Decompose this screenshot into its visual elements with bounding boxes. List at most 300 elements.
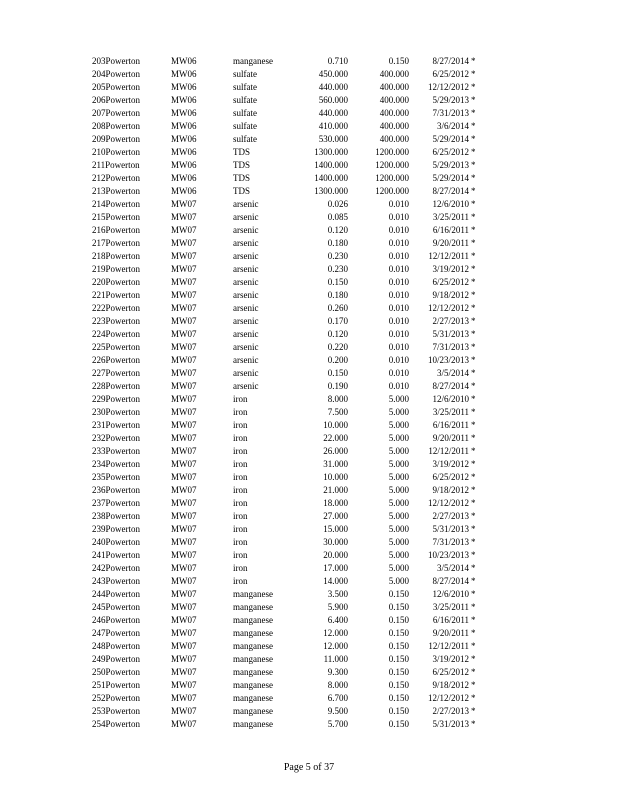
sample-date: 12/12/2012 bbox=[427, 81, 469, 92]
well-id: MW07 bbox=[171, 250, 197, 261]
exceedance-flag: * bbox=[471, 445, 476, 456]
parameter: iron bbox=[233, 393, 248, 404]
standard-value: 0.150 bbox=[388, 718, 409, 729]
sample-date: 2/27/2013 bbox=[432, 705, 469, 716]
table-row bbox=[0, 445, 618, 458]
well-id: MW07 bbox=[171, 653, 197, 664]
table-row bbox=[0, 510, 618, 523]
exceedance-flag: * bbox=[471, 367, 476, 378]
standard-value: 400.000 bbox=[379, 68, 409, 79]
exceedance-flag: * bbox=[471, 94, 476, 105]
sample-date: 7/31/2013 bbox=[432, 536, 469, 547]
parameter: iron bbox=[233, 484, 248, 495]
result-value: 26.000 bbox=[323, 445, 348, 456]
result-value: 0.120 bbox=[327, 224, 348, 235]
parameter: sulfate bbox=[233, 133, 257, 144]
result-value: 0.710 bbox=[327, 55, 348, 66]
result-value: 0.170 bbox=[327, 315, 348, 326]
table-row bbox=[0, 81, 618, 94]
result-value: 560.000 bbox=[318, 94, 348, 105]
row-id: 219Powerton bbox=[92, 263, 140, 274]
standard-value: 400.000 bbox=[379, 120, 409, 131]
sample-date: 9/18/2012 bbox=[432, 484, 469, 495]
table-row bbox=[0, 146, 618, 159]
row-id: 216Powerton bbox=[92, 224, 140, 235]
result-value: 21.000 bbox=[323, 484, 348, 495]
row-id: 249Powerton bbox=[92, 653, 140, 664]
sample-date: 9/20/2011 bbox=[432, 627, 469, 638]
result-value: 440.000 bbox=[318, 81, 348, 92]
standard-value: 0.010 bbox=[388, 198, 409, 209]
standard-value: 0.010 bbox=[388, 237, 409, 248]
table-row bbox=[0, 120, 618, 133]
result-value: 0.200 bbox=[327, 354, 348, 365]
parameter: arsenic bbox=[233, 237, 259, 248]
parameter: manganese bbox=[233, 640, 273, 651]
result-value: 6.400 bbox=[327, 614, 348, 625]
parameter: iron bbox=[233, 406, 248, 417]
sample-date: 5/29/2013 bbox=[432, 159, 469, 170]
standard-value: 400.000 bbox=[379, 133, 409, 144]
result-value: 0.150 bbox=[327, 367, 348, 378]
parameter: arsenic bbox=[233, 380, 259, 391]
sample-date: 8/27/2014 bbox=[432, 185, 469, 196]
parameter: arsenic bbox=[233, 354, 259, 365]
exceedance-flag: * bbox=[471, 471, 476, 482]
exceedance-flag: * bbox=[471, 562, 476, 573]
row-id: 253Powerton bbox=[92, 705, 140, 716]
sample-date: 3/19/2012 bbox=[432, 653, 469, 664]
row-id: 215Powerton bbox=[92, 211, 140, 222]
result-value: 530.000 bbox=[318, 133, 348, 144]
standard-value: 1200.000 bbox=[375, 146, 409, 157]
standard-value: 0.150 bbox=[388, 692, 409, 703]
row-id: 245Powerton bbox=[92, 601, 140, 612]
exceedance-flag: * bbox=[471, 575, 476, 586]
result-value: 5.900 bbox=[327, 601, 348, 612]
table-row bbox=[0, 55, 618, 68]
sample-date: 5/31/2013 bbox=[432, 328, 469, 339]
parameter: iron bbox=[233, 549, 248, 560]
result-value: 8.000 bbox=[327, 679, 348, 690]
parameter: sulfate bbox=[233, 94, 257, 105]
standard-value: 1200.000 bbox=[375, 185, 409, 196]
exceedance-flag: * bbox=[471, 406, 476, 417]
parameter: manganese bbox=[233, 679, 273, 690]
row-id: 206Powerton bbox=[92, 94, 140, 105]
well-id: MW07 bbox=[171, 302, 197, 313]
exceedance-flag: * bbox=[471, 549, 476, 560]
table-row bbox=[0, 432, 618, 445]
standard-value: 5.000 bbox=[388, 549, 409, 560]
well-id: MW07 bbox=[171, 237, 197, 248]
well-id: MW07 bbox=[171, 432, 197, 443]
exceedance-flag: * bbox=[471, 432, 476, 443]
result-value: 20.000 bbox=[323, 549, 348, 560]
row-id: 208Powerton bbox=[92, 120, 140, 131]
exceedance-flag: * bbox=[471, 237, 476, 248]
data-table bbox=[0, 55, 618, 731]
parameter: arsenic bbox=[233, 289, 259, 300]
parameter: arsenic bbox=[233, 315, 259, 326]
exceedance-flag: * bbox=[471, 276, 476, 287]
result-value: 10.000 bbox=[323, 419, 348, 430]
exceedance-flag: * bbox=[471, 159, 476, 170]
table-row bbox=[0, 263, 618, 276]
row-id: 240Powerton bbox=[92, 536, 140, 547]
standard-value: 5.000 bbox=[388, 497, 409, 508]
standard-value: 5.000 bbox=[388, 471, 409, 482]
standard-value: 0.010 bbox=[388, 354, 409, 365]
row-id: 235Powerton bbox=[92, 471, 140, 482]
result-value: 1300.000 bbox=[314, 146, 348, 157]
row-id: 233Powerton bbox=[92, 445, 140, 456]
result-value: 27.000 bbox=[323, 510, 348, 521]
sample-date: 7/31/2013 bbox=[432, 107, 469, 118]
sample-date: 3/25/2011 bbox=[432, 406, 469, 417]
sample-date: 12/12/2011 bbox=[428, 445, 469, 456]
standard-value: 0.150 bbox=[388, 640, 409, 651]
well-id: MW07 bbox=[171, 562, 197, 573]
standard-value: 0.150 bbox=[388, 705, 409, 716]
standard-value: 5.000 bbox=[388, 562, 409, 573]
exceedance-flag: * bbox=[471, 250, 476, 261]
result-value: 0.180 bbox=[327, 289, 348, 300]
parameter: manganese bbox=[233, 705, 273, 716]
standard-value: 5.000 bbox=[388, 523, 409, 534]
row-id: 232Powerton bbox=[92, 432, 140, 443]
row-id: 251Powerton bbox=[92, 679, 140, 690]
standard-value: 5.000 bbox=[388, 445, 409, 456]
standard-value: 0.150 bbox=[388, 627, 409, 638]
result-value: 6.700 bbox=[327, 692, 348, 703]
well-id: MW07 bbox=[171, 601, 197, 612]
sample-date: 5/31/2013 bbox=[432, 523, 469, 534]
result-value: 11.000 bbox=[323, 653, 348, 664]
result-value: 1400.000 bbox=[314, 172, 348, 183]
well-id: MW07 bbox=[171, 692, 197, 703]
exceedance-flag: * bbox=[471, 679, 476, 690]
well-id: MW06 bbox=[171, 133, 197, 144]
table-row bbox=[0, 94, 618, 107]
well-id: MW07 bbox=[171, 640, 197, 651]
sample-date: 6/16/2011 bbox=[432, 224, 469, 235]
table-row bbox=[0, 133, 618, 146]
table-row bbox=[0, 497, 618, 510]
parameter: arsenic bbox=[233, 224, 259, 235]
sample-date: 3/19/2012 bbox=[432, 263, 469, 274]
well-id: MW07 bbox=[171, 588, 197, 599]
table-row bbox=[0, 224, 618, 237]
parameter: iron bbox=[233, 510, 248, 521]
row-id: 230Powerton bbox=[92, 406, 140, 417]
row-id: 252Powerton bbox=[92, 692, 140, 703]
sample-date: 9/20/2011 bbox=[432, 432, 469, 443]
table-row bbox=[0, 523, 618, 536]
well-id: MW07 bbox=[171, 523, 197, 534]
parameter: TDS bbox=[233, 185, 251, 196]
standard-value: 5.000 bbox=[388, 393, 409, 404]
result-value: 17.000 bbox=[323, 562, 348, 573]
row-id: 205Powerton bbox=[92, 81, 140, 92]
well-id: MW07 bbox=[171, 289, 197, 300]
sample-date: 6/16/2011 bbox=[432, 419, 469, 430]
well-id: MW07 bbox=[171, 458, 197, 469]
row-id: 218Powerton bbox=[92, 250, 140, 261]
well-id: MW07 bbox=[171, 354, 197, 365]
well-id: MW07 bbox=[171, 445, 197, 456]
exceedance-flag: * bbox=[471, 588, 476, 599]
table-row bbox=[0, 289, 618, 302]
sample-date: 6/25/2012 bbox=[432, 471, 469, 482]
well-id: MW07 bbox=[171, 510, 197, 521]
standard-value: 0.010 bbox=[388, 211, 409, 222]
standard-value: 0.010 bbox=[388, 224, 409, 235]
row-id: 241Powerton bbox=[92, 549, 140, 560]
well-id: MW07 bbox=[171, 536, 197, 547]
exceedance-flag: * bbox=[471, 341, 476, 352]
table-row bbox=[0, 588, 618, 601]
sample-date: 6/25/2012 bbox=[432, 146, 469, 157]
sample-date: 5/29/2013 bbox=[432, 94, 469, 105]
page-number: Page 5 of 37 bbox=[283, 762, 335, 773]
exceedance-flag: * bbox=[471, 263, 476, 274]
standard-value: 0.010 bbox=[388, 341, 409, 352]
exceedance-flag: * bbox=[471, 640, 476, 651]
parameter: manganese bbox=[233, 666, 273, 677]
table-row bbox=[0, 471, 618, 484]
parameter: iron bbox=[233, 471, 248, 482]
standard-value: 5.000 bbox=[388, 484, 409, 495]
table-row bbox=[0, 341, 618, 354]
row-id: 213Powerton bbox=[92, 185, 140, 196]
table-row bbox=[0, 718, 618, 731]
well-id: MW07 bbox=[171, 367, 197, 378]
row-id: 223Powerton bbox=[92, 315, 140, 326]
result-value: 12.000 bbox=[323, 627, 348, 638]
row-id: 226Powerton bbox=[92, 354, 140, 365]
result-value: 15.000 bbox=[323, 523, 348, 534]
sample-date: 6/25/2012 bbox=[432, 68, 469, 79]
well-id: MW06 bbox=[171, 68, 197, 79]
exceedance-flag: * bbox=[471, 718, 476, 729]
well-id: MW06 bbox=[171, 94, 197, 105]
row-id: 244Powerton bbox=[92, 588, 140, 599]
row-id: 222Powerton bbox=[92, 302, 140, 313]
result-value: 440.000 bbox=[318, 107, 348, 118]
standard-value: 0.010 bbox=[388, 289, 409, 300]
parameter: arsenic bbox=[233, 302, 259, 313]
table-row bbox=[0, 250, 618, 263]
well-id: MW07 bbox=[171, 484, 197, 495]
exceedance-flag: * bbox=[471, 614, 476, 625]
standard-value: 5.000 bbox=[388, 406, 409, 417]
row-id: 221Powerton bbox=[92, 289, 140, 300]
well-id: MW07 bbox=[171, 575, 197, 586]
table-row bbox=[0, 315, 618, 328]
result-value: 22.000 bbox=[323, 432, 348, 443]
parameter: manganese bbox=[233, 627, 273, 638]
exceedance-flag: * bbox=[471, 211, 476, 222]
table-row bbox=[0, 458, 618, 471]
row-id: 220Powerton bbox=[92, 276, 140, 287]
sample-date: 3/19/2012 bbox=[432, 458, 469, 469]
well-id: MW06 bbox=[171, 146, 197, 157]
table-row bbox=[0, 198, 618, 211]
well-id: MW07 bbox=[171, 211, 197, 222]
sample-date: 8/27/2014 bbox=[432, 575, 469, 586]
sample-date: 12/12/2012 bbox=[427, 302, 469, 313]
standard-value: 5.000 bbox=[388, 419, 409, 430]
parameter: iron bbox=[233, 575, 248, 586]
table-row bbox=[0, 172, 618, 185]
standard-value: 5.000 bbox=[388, 458, 409, 469]
standard-value: 0.010 bbox=[388, 263, 409, 274]
sample-date: 7/31/2013 bbox=[432, 341, 469, 352]
exceedance-flag: * bbox=[471, 172, 476, 183]
well-id: MW07 bbox=[171, 497, 197, 508]
exceedance-flag: * bbox=[471, 497, 476, 508]
standard-value: 0.150 bbox=[388, 666, 409, 677]
table-row bbox=[0, 614, 618, 627]
result-value: 8.000 bbox=[327, 393, 348, 404]
parameter: iron bbox=[233, 432, 248, 443]
sample-date: 5/31/2013 bbox=[432, 718, 469, 729]
well-id: MW07 bbox=[171, 549, 197, 560]
table-row bbox=[0, 679, 618, 692]
row-id: 248Powerton bbox=[92, 640, 140, 651]
standard-value: 0.150 bbox=[388, 588, 409, 599]
table-row bbox=[0, 536, 618, 549]
table-row bbox=[0, 393, 618, 406]
sample-date: 3/25/2011 bbox=[432, 601, 469, 612]
sample-date: 8/27/2014 bbox=[432, 380, 469, 391]
sample-date: 12/12/2011 bbox=[428, 640, 469, 651]
row-id: 236Powerton bbox=[92, 484, 140, 495]
well-id: MW07 bbox=[171, 627, 197, 638]
well-id: MW06 bbox=[171, 159, 197, 170]
parameter: iron bbox=[233, 497, 248, 508]
exceedance-flag: * bbox=[471, 185, 476, 196]
table-row bbox=[0, 601, 618, 614]
table-row bbox=[0, 484, 618, 497]
row-id: 211Powerton bbox=[92, 159, 140, 170]
well-id: MW06 bbox=[171, 81, 197, 92]
result-value: 0.230 bbox=[327, 263, 348, 274]
result-value: 12.000 bbox=[323, 640, 348, 651]
exceedance-flag: * bbox=[471, 380, 476, 391]
sample-date: 12/12/2012 bbox=[427, 692, 469, 703]
well-id: MW07 bbox=[171, 419, 197, 430]
parameter: TDS bbox=[233, 159, 251, 170]
parameter: manganese bbox=[233, 588, 273, 599]
sample-date: 6/16/2011 bbox=[432, 614, 469, 625]
parameter: arsenic bbox=[233, 198, 259, 209]
table-row bbox=[0, 692, 618, 705]
result-value: 0.180 bbox=[327, 237, 348, 248]
table-row bbox=[0, 406, 618, 419]
sample-date: 2/27/2013 bbox=[432, 510, 469, 521]
sample-date: 2/27/2013 bbox=[432, 315, 469, 326]
standard-value: 5.000 bbox=[388, 536, 409, 547]
standard-value: 400.000 bbox=[379, 81, 409, 92]
row-id: 217Powerton bbox=[92, 237, 140, 248]
sample-date: 3/5/2014 bbox=[436, 562, 469, 573]
exceedance-flag: * bbox=[471, 328, 476, 339]
exceedance-flag: * bbox=[471, 419, 476, 430]
standard-value: 0.010 bbox=[388, 315, 409, 326]
standard-value: 5.000 bbox=[388, 510, 409, 521]
sample-date: 9/20/2011 bbox=[432, 237, 469, 248]
parameter: arsenic bbox=[233, 328, 259, 339]
row-id: 214Powerton bbox=[92, 198, 140, 209]
result-value: 0.150 bbox=[327, 276, 348, 287]
exceedance-flag: * bbox=[471, 393, 476, 404]
exceedance-flag: * bbox=[471, 315, 476, 326]
row-id: 246Powerton bbox=[92, 614, 140, 625]
sample-date: 12/6/2010 bbox=[432, 588, 469, 599]
exceedance-flag: * bbox=[471, 692, 476, 703]
sample-date: 6/25/2012 bbox=[432, 276, 469, 287]
row-id: 247Powerton bbox=[92, 627, 140, 638]
standard-value: 5.000 bbox=[388, 575, 409, 586]
sample-date: 12/6/2010 bbox=[432, 393, 469, 404]
parameter: sulfate bbox=[233, 120, 257, 131]
table-row bbox=[0, 380, 618, 393]
row-id: 210Powerton bbox=[92, 146, 140, 157]
table-row bbox=[0, 575, 618, 588]
parameter: arsenic bbox=[233, 211, 259, 222]
table-row bbox=[0, 419, 618, 432]
standard-value: 1200.000 bbox=[375, 172, 409, 183]
sample-date: 3/25/2011 bbox=[432, 211, 469, 222]
result-value: 3.500 bbox=[327, 588, 348, 599]
row-id: 234Powerton bbox=[92, 458, 140, 469]
table-row bbox=[0, 185, 618, 198]
result-value: 14.000 bbox=[323, 575, 348, 586]
well-id: MW07 bbox=[171, 393, 197, 404]
standard-value: 0.010 bbox=[388, 367, 409, 378]
result-value: 31.000 bbox=[323, 458, 348, 469]
well-id: MW07 bbox=[171, 263, 197, 274]
exceedance-flag: * bbox=[471, 224, 476, 235]
exceedance-flag: * bbox=[471, 705, 476, 716]
well-id: MW07 bbox=[171, 380, 197, 391]
parameter: iron bbox=[233, 536, 248, 547]
parameter: TDS bbox=[233, 172, 251, 183]
parameter: arsenic bbox=[233, 341, 259, 352]
exceedance-flag: * bbox=[471, 133, 476, 144]
parameter: iron bbox=[233, 523, 248, 534]
result-value: 0.220 bbox=[327, 341, 348, 352]
row-id: 203Powerton bbox=[92, 55, 140, 66]
sample-date: 3/5/2014 bbox=[436, 367, 469, 378]
well-id: MW06 bbox=[171, 55, 197, 66]
sample-date: 12/12/2012 bbox=[427, 497, 469, 508]
parameter: arsenic bbox=[233, 276, 259, 287]
exceedance-flag: * bbox=[471, 354, 476, 365]
result-value: 0.026 bbox=[327, 198, 348, 209]
standard-value: 400.000 bbox=[379, 107, 409, 118]
row-id: 237Powerton bbox=[92, 497, 140, 508]
result-value: 18.000 bbox=[323, 497, 348, 508]
parameter: iron bbox=[233, 562, 248, 573]
well-id: MW06 bbox=[171, 172, 197, 183]
parameter: manganese bbox=[233, 718, 273, 729]
result-value: 5.700 bbox=[327, 718, 348, 729]
well-id: MW07 bbox=[171, 198, 197, 209]
sample-date: 9/18/2012 bbox=[432, 289, 469, 300]
